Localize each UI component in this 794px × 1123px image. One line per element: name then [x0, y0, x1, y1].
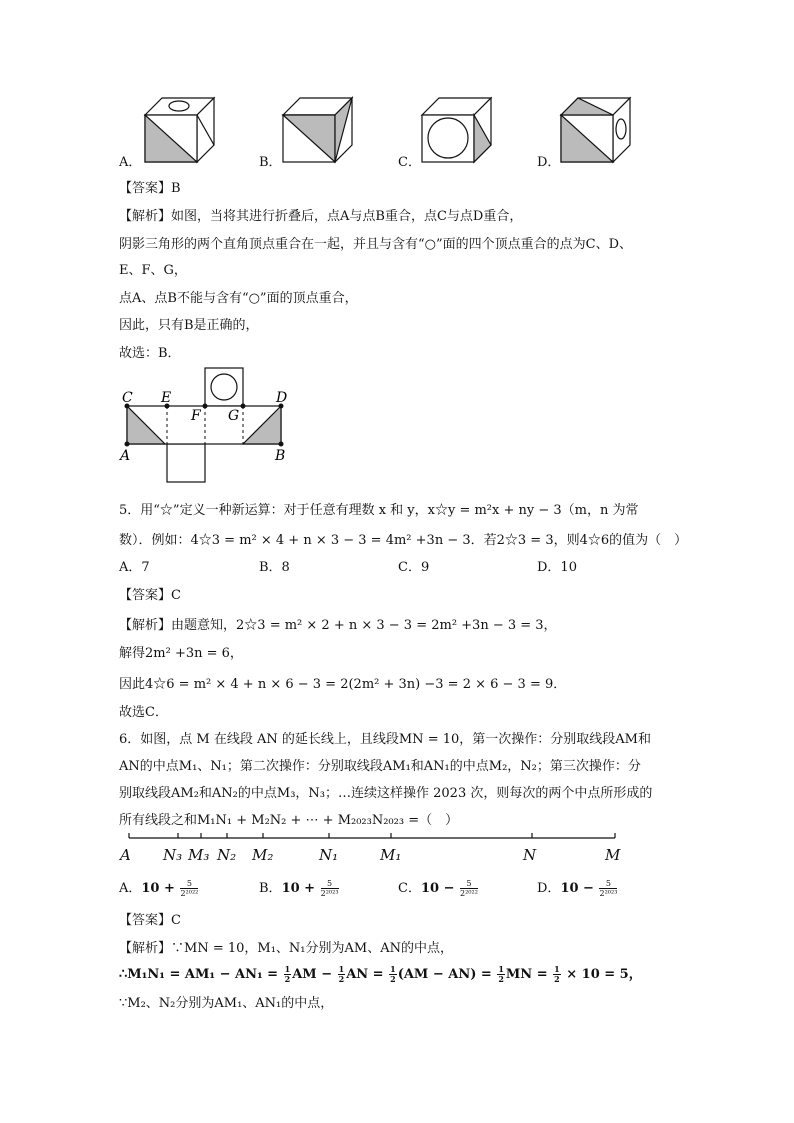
- analysis-text: ∵MN = 10，M₁、N₁分别为AM、AN的中点，: [171, 941, 453, 956]
- seg-label-n2: N₂: [217, 846, 237, 864]
- q5-option-b: B．8: [259, 560, 290, 575]
- fraction-numerator: 1: [554, 964, 560, 974]
- q4-analysis-2: 阴影三角形的两个直角顶点重合在一起，并且与含有“○”面的四个顶点重合的点为C、D、: [119, 237, 633, 252]
- q4-analysis-4: 点A、点B不能与含有“○”面的顶点重合，: [119, 291, 358, 306]
- q4-option-c-label: C．: [398, 155, 421, 170]
- q6-stem-1: 6．如图，点 M 在线段 AN 的延长线上，且线段MN = 10，第一次操作：分别取线段AM和: [119, 732, 651, 747]
- seg-label-m1: M₁: [380, 846, 402, 864]
- q4-conclusion: 故选：B．: [119, 346, 181, 361]
- fraction-numerator: 1: [498, 964, 504, 974]
- option-fraction: [180, 879, 198, 898]
- analysis-tag: 【解析】: [119, 618, 172, 633]
- q6-stem-3: 别取线段AM₂和AN₂的中点M₃，N₃；…连续这样操作 2023 次，则每次的两个中点所形成的: [119, 786, 653, 801]
- option-fraction: [321, 879, 339, 898]
- q4-answer: 【答案】B: [119, 181, 181, 196]
- seg-label-n1: N₁: [319, 846, 339, 864]
- cube-net-figure: [115, 364, 295, 484]
- q4-option-d-label: D．: [537, 155, 561, 170]
- fraction-numerator: 1: [338, 964, 345, 974]
- seg-label-a: A: [120, 846, 131, 864]
- fraction-denominator: 2: [284, 974, 291, 984]
- q6-stem-2: AN的中点M₁、N₁；第二次操作：分别取线段AM₁和AN₁的中点M₂，N₂；第三次操作：分: [119, 759, 641, 774]
- net-label-e: E: [161, 390, 172, 406]
- option-lead: 10 +: [281, 881, 320, 896]
- eq-part: ∴M₁N₁ = AM₁ − AN₁ =: [119, 967, 283, 982]
- eq-part: MN =: [505, 967, 553, 982]
- net-label-a: A: [120, 448, 131, 464]
- fraction-numerator: 5: [460, 879, 478, 889]
- analysis-tag: 【解析】: [119, 209, 172, 224]
- q4-analysis-1: [119, 205, 522, 224]
- half-fraction: [284, 965, 292, 984]
- fraction-numerator: 1: [284, 964, 291, 974]
- option-lead: 10 +: [141, 881, 180, 896]
- fraction-numerator: 1: [390, 964, 396, 974]
- eq-part: AN =: [346, 967, 389, 982]
- seg-label-m: M: [605, 846, 621, 864]
- q4-option-a-label: A．: [119, 155, 142, 170]
- q5-conclusion: 故选C．: [119, 705, 168, 720]
- q6-option-d: [537, 877, 618, 898]
- fraction-denominator: 2²⁰²³: [320, 889, 339, 898]
- cube-option-c: [417, 95, 493, 165]
- eq-part: (AM − AN) =: [397, 967, 497, 982]
- q4-analysis-3: E、F、G，: [119, 263, 187, 278]
- q6-answer: 【答案】C: [119, 913, 181, 928]
- seg-label-n: N: [523, 846, 537, 864]
- net-label-d: D: [276, 390, 288, 406]
- half-fraction: [389, 965, 397, 984]
- fraction-denominator: 2: [554, 974, 560, 984]
- fraction-numerator: 5: [180, 879, 198, 889]
- q5-analysis-3: 因此4☆6 = m² × 4 + n × 6 − 3 = 2(2m² + 3n) −3 = 2 × 6 − 3 = 9．: [119, 677, 567, 692]
- q6-analysis-3: ∵M₂、N₂分别为AM₁、AN₁的中点，: [119, 996, 334, 1011]
- cube-option-a: [140, 95, 216, 165]
- q4-analysis-5: 因此，只有B是正确的，: [119, 318, 259, 333]
- fraction-denominator: 2: [338, 974, 345, 984]
- q4-option-b-label: B．: [259, 155, 282, 170]
- net-label-c: C: [122, 390, 133, 406]
- q5-analysis-1: [119, 614, 557, 633]
- eq-part: AM −: [292, 967, 337, 982]
- q5-stem-2: 数）．例如：4☆3 = m² × 4 + n × 3 − 3 = 4m² +3n − 3．若2☆3 = 3，则4☆6的值为（ ）: [119, 533, 688, 548]
- q5-option-d: D．10: [537, 560, 577, 575]
- q5-option-c: C．9: [398, 560, 430, 575]
- option-lead: 10 −: [560, 881, 599, 896]
- q5-option-a: A．7: [119, 560, 150, 575]
- analysis-text: 由题意知，2☆3 = m² × 2 + n × 3 − 3 = 2m² +3n − 3 = 3，: [171, 618, 557, 633]
- cube-option-d: [556, 95, 632, 165]
- net-label-g: G: [228, 408, 240, 424]
- cube-option-b: [278, 95, 354, 165]
- seg-label-m3: M₃: [188, 846, 210, 864]
- option-letter: B．: [259, 881, 282, 896]
- q6-stem-4: 所有线段之和M₁N₁ + M₂N₂ + ⋯ + M₂₀₂₃N₂₀₂₃ =（ ）: [119, 813, 459, 828]
- analysis-text: 如图，当将其进行折叠后，点A与点B重合，点C与点D重合，: [171, 209, 523, 224]
- fraction-numerator: 5: [321, 879, 339, 889]
- net-label-f: F: [191, 408, 201, 424]
- fraction-denominator: 2²⁰²³: [599, 889, 618, 898]
- seg-label-m2: M₂: [252, 846, 274, 864]
- q5-stem-1: 5．用“☆”定义一种新运算：对于任意有理数 x 和 y，x☆y = m²x + ny − 3（m，n 为常: [119, 503, 639, 518]
- seg-label-n3: N₃: [163, 846, 183, 864]
- option-fraction: [599, 879, 617, 898]
- half-fraction: [553, 965, 561, 984]
- q6-option-c: [398, 877, 479, 898]
- q6-analysis-2: [119, 963, 642, 984]
- q6-option-b: [259, 877, 340, 898]
- option-letter: D．: [537, 881, 561, 896]
- q6-option-a: [119, 877, 199, 898]
- option-fraction: [460, 879, 478, 898]
- option-letter: A．: [119, 881, 142, 896]
- fraction-denominator: 2: [390, 974, 396, 984]
- half-fraction: [497, 965, 505, 984]
- half-fraction: [338, 965, 346, 984]
- q5-analysis-2: 解得2m² +3n = 6，: [119, 646, 243, 661]
- option-lead: 10 −: [420, 881, 459, 896]
- fraction-denominator: 2²⁰²²: [180, 889, 199, 898]
- net-label-b: B: [275, 448, 286, 464]
- q6-analysis-1: [119, 937, 453, 956]
- fraction-denominator: 2: [498, 974, 504, 984]
- q6-segment-figure: [115, 828, 635, 868]
- analysis-tag: 【解析】: [119, 941, 172, 956]
- option-letter: C．: [398, 881, 421, 896]
- eq-part: × 10 = 5，: [561, 967, 642, 982]
- fraction-numerator: 5: [599, 879, 617, 889]
- q5-answer: 【答案】C: [119, 588, 181, 603]
- fraction-denominator: 2²⁰²²: [460, 889, 478, 898]
